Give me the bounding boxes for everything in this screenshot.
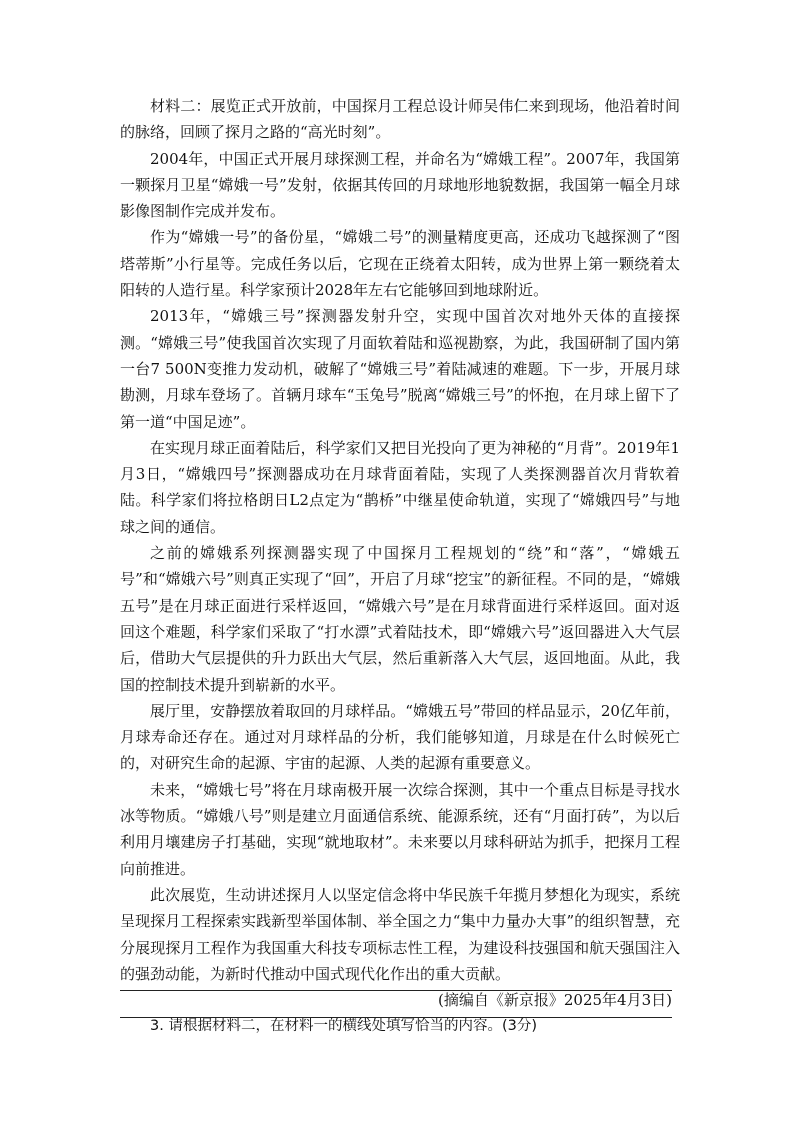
question-text: 3. 请根据材料二，在材料一的横线处填写恰当的内容。(3分) — [150, 1018, 537, 1035]
article-body — [120, 93, 680, 1040]
answer-area[interactable] — [120, 990, 672, 1044]
paragraph-conclusion: 此次展览，生动讲述探月人以坚定信念将中华民族千年揽月梦想化为现实，系统呈现探月工程探索实践新型举国体制、举全国之力“集中力量办大事”的组织智慧，充分展现探月工程作为我国重大科技专项标志性工程，为建设科技强国和航天强国注入的强劲动能，为新时代推动中国式现代化作出的重大贡献。 — [120, 885, 680, 983]
paragraph-chang-e-1: 2004年，中国正式开展月球探测工程，并命名为“嫦娥工程”。2007年，我国第一颗探月卫星“嫦娥一号”发射，依据其传回的月球地形地貌数据，我国第一幅全月球影像图制作完成并发布。 — [120, 149, 680, 221]
paragraph-chang-e-3: 2013年，“嫦娥三号”探测器发射升空，实现中国首次对地外天体的直接探测。“嫦娥三号”使我国首次实现了月面软着陆和巡视勘察，为此，我国研制了国内第一台7 500N变推力发动机，破解了“嫦娥三号”着陆减速的难题。下一步，开展月球勘测，月球车登场了。首辆月球车“玉兔号”脱离“嫦娥三号”的怀抱，在月球上留下了第一道“中国足迹”。 — [120, 307, 680, 431]
answer-line[interactable] — [120, 990, 672, 991]
paragraph-chang-e-4: 在实现月球正面着陆后，科学家们又把目光投向了更为神秘的“月背”。2019年1月3日，“嫦娥四号”探测器成功在月球背面着陆，实现了人类探测器首次月背软着陆。科学家们将拉格朗日L2点定为“鹊桥”中继星使命轨道，实现了“嫦娥四号”与地球之间的通信。 — [120, 438, 680, 536]
paragraph-future: 未来，“嫦娥七号”将在月球南极开展一次综合探测，其中一个重点目标是寻找水冰等物质。“嫦娥八号”则是建立月面通信系统、能源系统，还有“月面打砖”，为以后利用月壤建房子打基础，实现“就地取材”。未来要以月球科研站为抓手，把探月工程向前推进。 — [120, 780, 680, 878]
paragraph-intro: 材料二：展览正式开放前，中国探月工程总设计师吴伟仁来到现场，他沿着时间的脉络，回顾了探月之路的“高光时刻”。 — [120, 97, 680, 142]
paragraph-chang-e-2: 作为“嫦娥一号”的备份星，“嫦娥二号”的测量精度更高，还成功飞越探测了“图塔蒂斯”小行星等。完成任务以后，它现在正绕着太阳转，成为世界上第一颗绕着太阳转的人造行星。科学家预计2028年左右它能够回到地球附近。 — [120, 228, 680, 300]
article-source: (摘编自《新京报》2025年4月3日) — [438, 991, 672, 1010]
paragraph-chang-e-5-6: 之前的嫦娥系列探测器实现了中国探月工程规划的“绕”和“落”，“嫦娥五号”和“嫦娥六号”则真正实现了“回”，开启了月球“挖宝”的新征程。不同的是，“嫦娥五号”是在月球正面进行采样返回，“嫦娥六号”是在月球背面进行采样返回。面对返回这个难题，科学家们采取了“打水漂”式着陆技术，即“嫦娥六号”返回器进入大气层后，借助大气层提供的升力跃出大气层，然后重新落入大气层，返回地面。从此，我国的控制技术提升到崭新的水平。 — [120, 544, 680, 694]
paragraph-samples: 展厅里，安静摆放着取回的月球样品。“嫦娥五号”带回的样品显示，20亿年前，月球寿命还存在。通过对月球样品的分析，我们能够知道，月球是在什么时候死亡的，对研究生命的起源、宇宙的起源、人类的起源有重要意义。 — [120, 701, 680, 773]
answer-line[interactable] — [120, 1017, 672, 1018]
